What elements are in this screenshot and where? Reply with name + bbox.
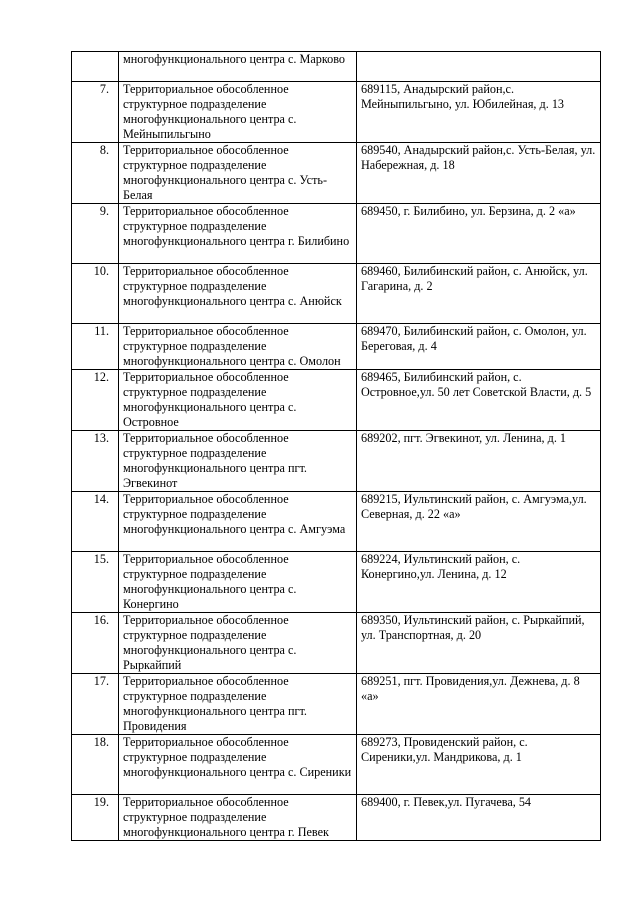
table-row: [72, 613, 601, 674]
table-row: [72, 143, 601, 204]
mfc-offices-table: [71, 51, 601, 841]
office-name: Территориальное обособленное структурное подразделение многофункционального центра г. Певек: [119, 795, 357, 841]
office-address: 689115, Анадырский район,с. Мейныпильгыно, ул. Юбилейная, д. 13: [357, 82, 601, 143]
row-number: 12.: [72, 370, 119, 431]
office-name: Территориальное обособленное структурное подразделение многофункционального центра с. Усть-Белая: [119, 143, 357, 204]
table-row: [72, 552, 601, 613]
office-name: Территориальное обособленное структурное подразделение многофункционального центра с. Амгуэма: [119, 492, 357, 552]
office-name: Территориальное обособленное структурное подразделение многофункционального центра с. Конергино: [119, 552, 357, 613]
office-address: 689540, Анадырский район,с. Усть-Белая, ул. Набережная, д. 18: [357, 143, 601, 204]
office-name: Территориальное обособленное структурное подразделение многофункционального центра с. Анюйск: [119, 264, 357, 324]
table-row: [72, 795, 601, 841]
office-name: Территориальное обособленное структурное подразделение многофункционального центра с. Рыркайпий: [119, 613, 357, 674]
table-row: [72, 492, 601, 552]
row-number: 17.: [72, 674, 119, 735]
row-number: [72, 52, 119, 82]
table-row: [72, 735, 601, 795]
office-name: многофункционального центра с. Марково: [119, 52, 357, 82]
row-number: 15.: [72, 552, 119, 613]
table-row: [72, 204, 601, 264]
office-name: Территориальное обособленное структурное подразделение многофункционального центра пгт. Провидения: [119, 674, 357, 735]
office-name: Территориальное обособленное структурное подразделение многофункционального центра г. Билибино: [119, 204, 357, 264]
office-address: 689224, Иультинский район, с. Конергино,ул. Ленина, д. 12: [357, 552, 601, 613]
row-number: 9.: [72, 204, 119, 264]
office-address: 689465, Билибинский район, с. Островное,ул. 50 лет Советской Власти, д. 5: [357, 370, 601, 431]
row-number: 11.: [72, 324, 119, 370]
row-number: 13.: [72, 431, 119, 492]
office-address: 689460, Билибинский район, с. Анюйск, ул. Гагарина, д. 2: [357, 264, 601, 324]
office-name: Территориальное обособленное структурное подразделение многофункционального центра с. Островное: [119, 370, 357, 431]
office-name: Территориальное обособленное структурное подразделение многофункционального центра с. Омолон: [119, 324, 357, 370]
row-number: 16.: [72, 613, 119, 674]
office-address: 689470, Билибинский район, с. Омолон, ул. Береговая, д. 4: [357, 324, 601, 370]
table-row: [72, 324, 601, 370]
office-address: 689273, Провиденский район, с. Сиреники,ул. Мандрикова, д. 1: [357, 735, 601, 795]
office-address: 689202, пгт. Эгвекинот, ул. Ленина, д. 1: [357, 431, 601, 492]
table-row: [72, 674, 601, 735]
office-address: 689251, пгт. Провидения,ул. Дежнева, д. 8 «а»: [357, 674, 601, 735]
table-row: [72, 264, 601, 324]
office-name: Территориальное обособленное структурное подразделение многофункционального центра с. Сиреники: [119, 735, 357, 795]
office-address: 689215, Иультинский район, с. Амгуэма,ул. Северная, д. 22 «а»: [357, 492, 601, 552]
row-number: 10.: [72, 264, 119, 324]
row-number: 19.: [72, 795, 119, 841]
row-number: 18.: [72, 735, 119, 795]
row-number: 7.: [72, 82, 119, 143]
office-address: 689450, г. Билибино, ул. Берзина, д. 2 «а»: [357, 204, 601, 264]
office-address: 689400, г. Певек,ул. Пугачева, 54: [357, 795, 601, 841]
office-address: 689350, Иультинский район, с. Рыркайпий, ул. Транспортная, д. 20: [357, 613, 601, 674]
row-number: 14.: [72, 492, 119, 552]
table-row: [72, 431, 601, 492]
table-row: [72, 52, 601, 82]
row-number: 8.: [72, 143, 119, 204]
office-name: Территориальное обособленное структурное подразделение многофункционального центра с. Мейныпильгыно: [119, 82, 357, 143]
table-row: [72, 370, 601, 431]
table-row: [72, 82, 601, 143]
office-address: [357, 52, 601, 82]
office-name: Территориальное обособленное структурное подразделение многофункционального центра пгт. Эгвекинот: [119, 431, 357, 492]
